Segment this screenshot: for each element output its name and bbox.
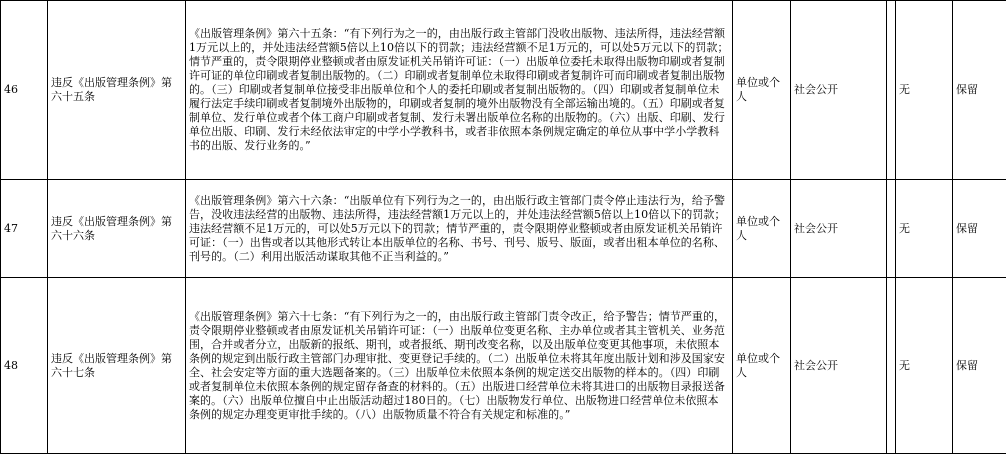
empty-cell [887,278,896,454]
status-cell: 保留 [953,278,1006,454]
disclosure-scope-cell: 社会公开 [791,1,887,180]
subject-cell: 单位或个人 [733,1,791,180]
note-cell: 无 [896,1,953,180]
table-row [1,180,1006,278]
subject-cell: 单位或个人 [733,278,791,454]
legal-basis-cell: 《出版管理条例》第六十五条：“有下列行为之一的，由出版行政主管部门没收出版物、违法所得，违法经营额1万元以上的，并处违法经营额5倍以上10倍以下的罚款；违法经营额不足1万元的，可以处5万元以下的罚款；情节严重的，责令限期停业整顿或者由原发证机关吊销许可证：（一）出版单位委托未取得出版物印刷或者复制许可证的单位印刷或者复制出版物的。（二）印刷或者复制单位未取得印刷或者复制许可而印刷或者复制出版物的。（三）印刷或者复制单位接受非出版单位和个人的委托印刷或者复制出版物的。（四）印刷或者复制单位未履行法定手续印刷或者复制境外出版物的，印刷或者复制的境外出版物没有全部运输出境的。（五）印刷或者复制单位、发行单位或者个体工商户印刷或者复制、发行未署出版单位名称的出版物的。（六）出版、印刷、发行单位出版、印刷、发行未经依法审定的中学小学教科书，或者非依照本条例规定确定的单位从事中学小学教科书的出版、发行业务的。” [186,1,733,180]
item-number-cell: 47 [1,180,48,278]
item-number-cell: 46 [1,1,48,180]
empty-cell [887,1,896,180]
item-matter-cell: 违反《出版管理条例》第六十六条 [48,180,186,278]
subject-cell: 单位或个人 [733,180,791,278]
note-cell: 无 [896,278,953,454]
status-cell: 保留 [953,1,1006,180]
item-number-cell: 48 [1,278,48,454]
legal-basis-cell: 《出版管理条例》第六十七条：“有下列行为之一的，由出版行政主管部门责令改正，给予警告；情节严重的，责令限期停业整顿或者由原发证机关吊销许可证：（一）出版单位变更名称、主办单位或者其主管机关、业务范围，合并或者分立，出版新的报纸、期刊，或者报纸、期刊改变名称，以及出版单位变更其他事项，未依照本条例的规定到出版行政主管部门办理审批、变更登记手续的。（二）出版单位未将其年度出版计划和涉及国家安全、社会安定等方面的重大选题备案的。（三）出版单位未依照本条例的规定送交出版物的样本的。（四）印刷或者复制单位未依照本条例的规定留存备查的材料的。（五）出版进口经营单位未将其进口的出版物目录报送备案的。（六）出版单位擅自中止出版活动超过180日的。（七）出版物发行单位、出版物进口经营单位未依照本条例的规定办理变更审批手续的。（八）出版物质量不符合有关规定和标准的。” [186,278,733,454]
table-row [1,278,1006,454]
note-cell: 无 [896,180,953,278]
empty-cell [887,180,896,278]
disclosure-scope-cell: 社会公开 [791,278,887,454]
legal-basis-cell: 《出版管理条例》第六十六条：“出版单位有下列行为之一的，由出版行政主管部门责令停止违法行为，给予警告，没收违法经营的出版物、违法所得，违法经营额1万元以上的，并处违法经营额5倍以上10倍以下的罚款；违法经营额不足1万元的，可以处5万元以下的罚款；情节严重的，责令限期停业整顿或者由原发证机关吊销许可证：（一）出售或者以其他形式转让本出版单位的名称、书号、刊号、版号、版面，或者出租本单位的名称、刊号的。（二）利用出版活动谋取其他不正当利益的。” [186,180,733,278]
disclosure-scope-cell: 社会公开 [791,180,887,278]
table-row [1,1,1006,180]
item-matter-cell: 违反《出版管理条例》第六十七条 [48,278,186,454]
status-cell: 保留 [953,180,1006,278]
item-matter-cell: 违反《出版管理条例》第六十五条 [48,1,186,180]
